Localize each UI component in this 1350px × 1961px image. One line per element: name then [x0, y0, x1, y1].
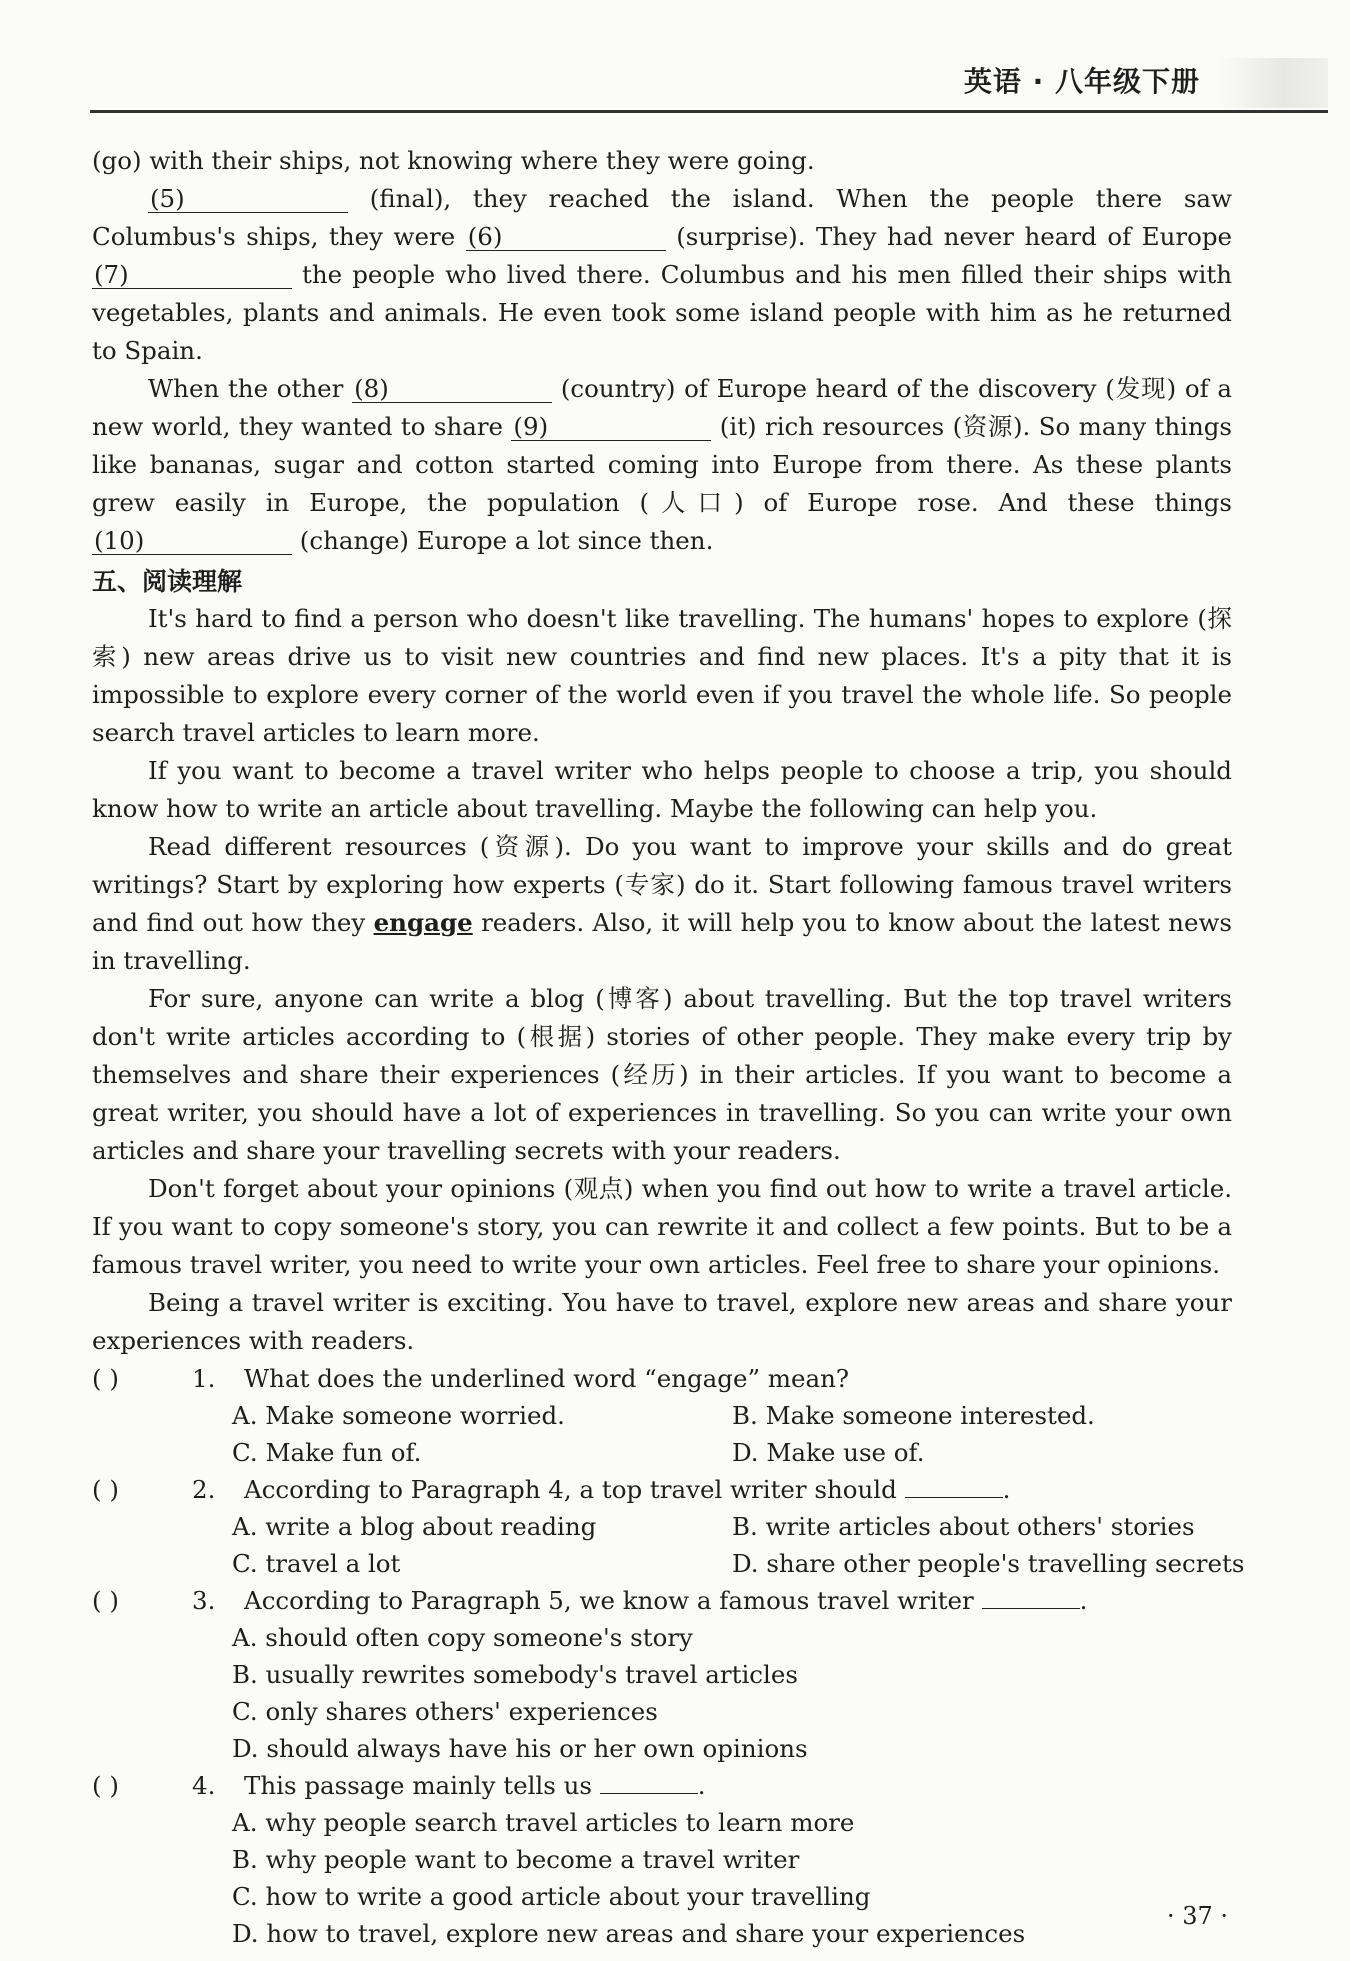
option-a[interactable]: A. Make someone worried.: [232, 1401, 565, 1430]
question-number: 4.: [192, 1771, 216, 1800]
question-number: 3.: [192, 1586, 216, 1615]
reading-paragraph: Don't forget about your opinions (观点) when you find out how to write a travel article. If you want to copy someone's story, you can rewrite it and collect a few points. But to be a famous travel writer, you need to write your own articles. Feel free to share your opinions.: [92, 1174, 1232, 1279]
option-c[interactable]: C. travel a lot: [232, 1549, 401, 1578]
option-d[interactable]: D. share other people's travelling secrets: [732, 1549, 1245, 1578]
question-stem: What does the underlined word “engage” mean?: [244, 1364, 850, 1393]
section-heading: 五、阅读理解: [92, 567, 243, 596]
option-c[interactable]: C. Make fun of.: [232, 1438, 422, 1467]
answer-bracket[interactable]: ( ): [92, 1771, 119, 1800]
reading-paragraph: For sure, anyone can write a blog (博客) about travelling. But the top travel writers don't write articles according to (根据) stories of other people. They make every trip by themselves and share their experiences (经历) in their articles. If you want to become a great writer, you should have a lot of experiences in travelling. So you can write your own articles and share your travelling secrets with your readers.: [92, 984, 1232, 1165]
reading-paragraph: If you want to become a travel writer who helps people to choose a trip, you should know how to write an article about travelling. Maybe the following can help you.: [92, 756, 1232, 823]
options: [92, 1508, 1245, 1582]
blank-10: (10): [92, 528, 292, 555]
question-3: ( ) 3. According to Paragraph 5, we know a famous travel writer . A. should often copy someone's story B. usually rewrites somebody's travel articles C. only shares others' experiences D. should always have his or her own opinions: [92, 1582, 1232, 1767]
question-stem: According to Paragraph 5, we know a famous travel writer: [244, 1586, 982, 1615]
reading-paragraph: It's hard to find a person who doesn't like travelling. The humans' hopes to explore (探索) new areas drive us to visit new countries and find new places. It's a pity that it is impossible to explore every corner of the world even if you travel the whole life. So people search travel articles to learn more.: [92, 604, 1232, 747]
blank-8: (8): [352, 376, 552, 403]
option-a[interactable]: A. should often copy someone's story: [232, 1623, 693, 1652]
cloze-line-start: (go) with their ships, not knowing where they were going.: [92, 146, 815, 175]
page-number: · 37 ·: [1166, 1902, 1228, 1930]
reading-paragraph: Read different resources (资源). Do you want to improve your skills and do great writings? Start by exploring how experts (专家) do it. Start following famous travel writers and find out how they engage readers. Also, it will help you to know about the latest news in travelling.: [92, 832, 1232, 975]
option-d[interactable]: D. should always have his or her own opinions: [232, 1734, 808, 1763]
cloze-paragraph-1: (5) (final), they reached the island. When the people there saw Columbus's ships, they were (6) (surprise). They had never heard of Europe (7) the people who lived there. Columbus and his men filled their ships with vegetables, plants and animals. He even took some island people with him as he returned to Spain.: [92, 184, 1232, 365]
options: [92, 1804, 1232, 1952]
answer-blank: [905, 1473, 1003, 1498]
answer-bracket[interactable]: ( ): [92, 1586, 119, 1615]
question-stem: This passage mainly tells us: [244, 1771, 600, 1800]
option-b[interactable]: B. Make someone interested.: [732, 1401, 1095, 1430]
option-a[interactable]: A. write a blog about reading: [232, 1512, 597, 1541]
option-d[interactable]: D. Make use of.: [732, 1438, 925, 1467]
answer-blank: [600, 1769, 698, 1794]
blank-7: (7): [92, 262, 292, 289]
book-title: 英语 · 八年级下册: [963, 65, 1200, 98]
option-b[interactable]: B. write articles about others' stories: [732, 1512, 1195, 1541]
blank-6: (6): [466, 224, 666, 251]
question-number: 2.: [192, 1475, 216, 1504]
reading-paragraph: Being a travel writer is exciting. You have to travel, explore new areas and share your experiences with readers.: [92, 1288, 1232, 1355]
question-number: 1.: [192, 1364, 216, 1393]
option-b[interactable]: B. usually rewrites somebody's travel articles: [232, 1660, 798, 1689]
answer-bracket[interactable]: ( ): [92, 1364, 119, 1393]
question-4: ( ) 4. This passage mainly tells us . A. why people search travel articles to learn more B. why people want to become a travel writer C. how to write a good article about your travelling D. how to travel, explore new areas and share your experiences: [92, 1767, 1232, 1952]
options: [92, 1397, 1232, 1471]
underlined-word-engage: engage: [373, 908, 473, 937]
blank-9: (9): [511, 414, 711, 441]
option-c[interactable]: C. only shares others' experiences: [232, 1697, 658, 1726]
question-stem: According to Paragraph 4, a top travel writer should: [244, 1475, 905, 1504]
options: [92, 1619, 1232, 1767]
blank-5: (5): [148, 186, 348, 213]
answer-blank: [982, 1584, 1080, 1609]
header-shade: [1218, 58, 1328, 108]
option-b[interactable]: B. why people want to become a travel writer: [232, 1845, 800, 1874]
question-2: ( ) 2. According to Paragraph 4, a top travel writer should . A. write a blog about reading B. write articles about others' stories C. travel a lot D. share other people's travelling secrets: [92, 1471, 1232, 1582]
option-d[interactable]: D. how to travel, explore new areas and share your experiences: [232, 1919, 1026, 1948]
option-a[interactable]: A. why people search travel articles to learn more: [232, 1808, 855, 1837]
page-content: [92, 142, 1245, 1952]
question-list: [92, 1360, 1245, 1952]
question-1: [92, 1360, 1232, 1471]
option-c[interactable]: C. how to write a good article about your travelling: [232, 1882, 871, 1911]
answer-bracket[interactable]: ( ): [92, 1475, 119, 1504]
cloze-paragraph-2: When the other (8) (country) of Europe heard of the discovery (发现) of a new world, they wanted to share (9) (it) rich resources (资源). So many things like bananas, sugar and cotton started coming into Europe from there. As these plants grew easily in Europe, the population (人口) of Europe rose. And these things (10) (change) Europe a lot since then.: [92, 374, 1232, 555]
page-header: [90, 58, 1328, 113]
